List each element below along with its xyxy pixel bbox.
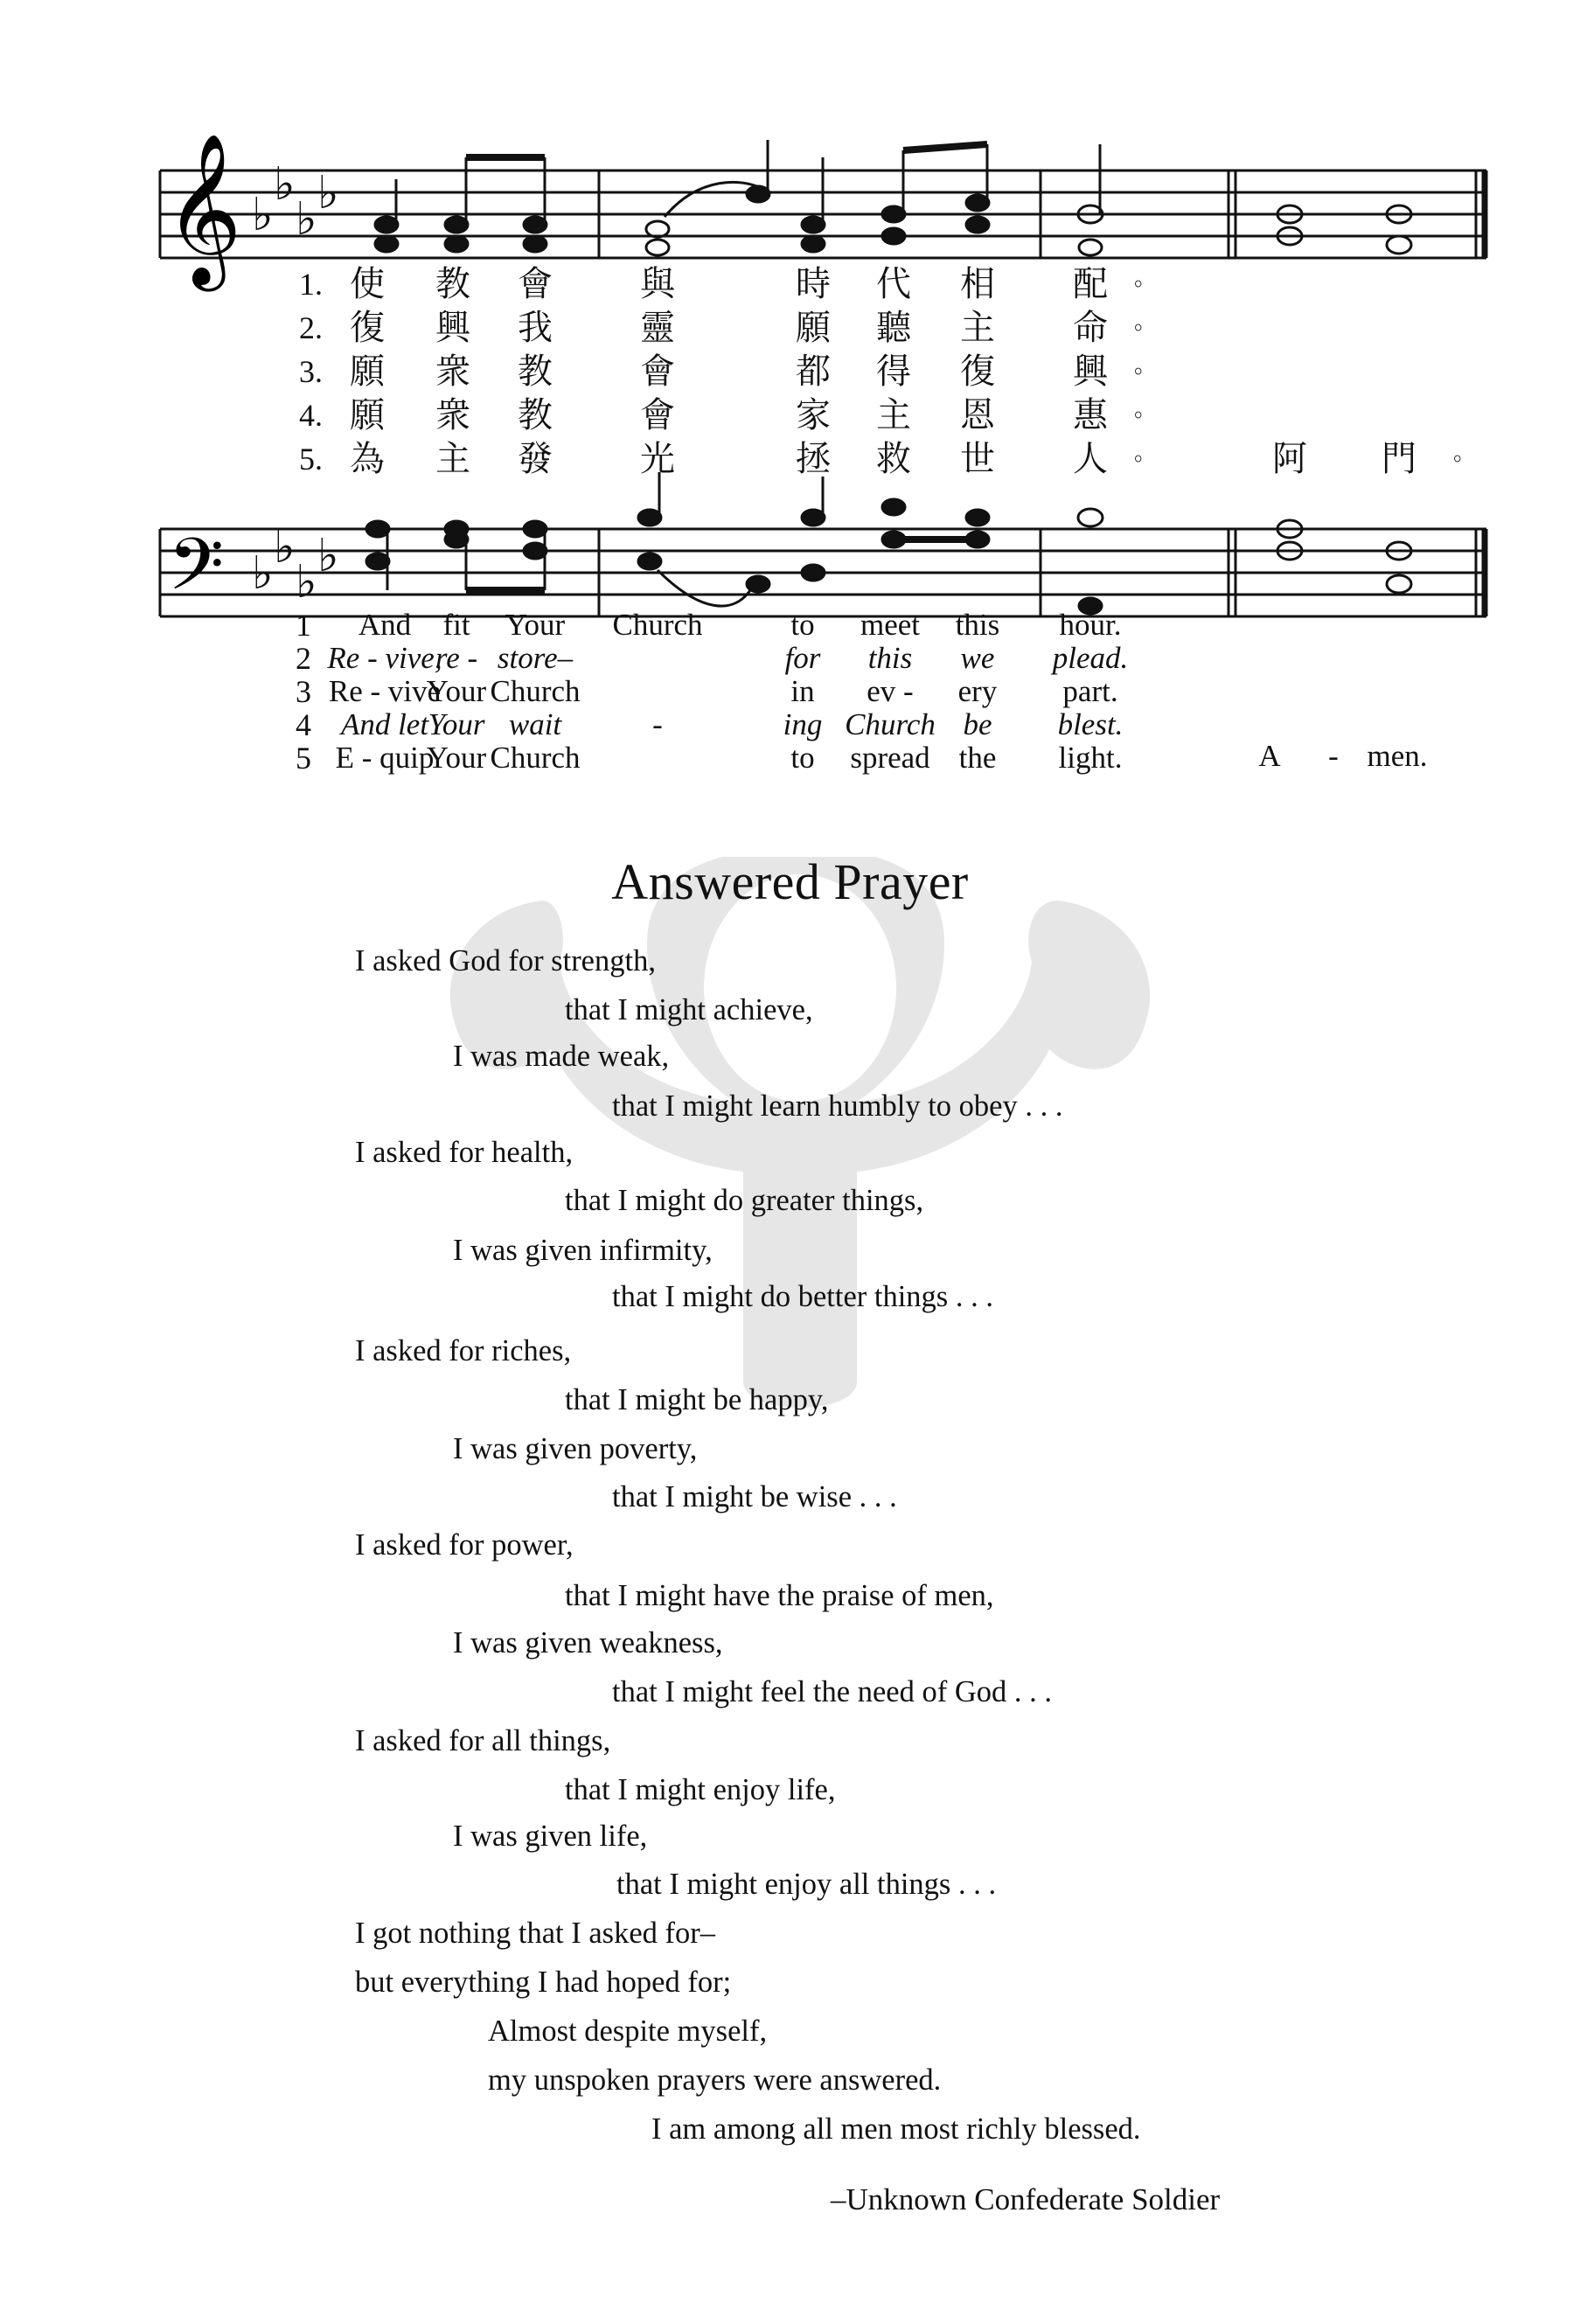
chinese-lyric-char: 會	[640, 351, 675, 392]
english-lyric-word: Church	[490, 674, 581, 708]
chinese-lyric-char: 發	[518, 439, 553, 479]
chinese-lyric-char: 惠	[1073, 395, 1108, 435]
english-lyric-word: hour.	[1059, 608, 1122, 642]
english-amen-word: A	[1258, 739, 1281, 773]
english-lyric-word: Church	[612, 608, 703, 642]
chinese-lyric-char: 代	[876, 264, 911, 304]
chinese-lyric-char: 。	[1133, 352, 1157, 379]
poem-line: I asked for riches,	[355, 1334, 572, 1367]
english-lyric-word: Your	[426, 741, 487, 775]
english-lyric-word: Re - vive	[328, 674, 442, 708]
poem-line: that I might enjoy all things . . .	[616, 1868, 997, 1901]
english-lyric-word: ery	[957, 674, 998, 708]
poem-line: that I might do greater things,	[565, 1184, 924, 1217]
poem-line: I asked God for strength,	[355, 944, 656, 978]
chinese-lyric-char: 相	[960, 264, 995, 304]
svg-text:♭: ♭	[252, 189, 274, 241]
poem-line: I am among all men most richly blessed.	[651, 2112, 1141, 2146]
english-lyric-word: we	[960, 641, 995, 675]
chinese-lyric-char: 教	[518, 351, 553, 392]
chinese-lyric-char: 衆	[435, 395, 470, 435]
english-lyric-word: spread	[850, 741, 930, 775]
english-lyric-word: plead.	[1052, 641, 1129, 675]
english-lyric-word: Re - vive,	[327, 641, 442, 675]
poem-line: that I might achieve,	[565, 993, 813, 1026]
english-lyric-word: -	[652, 707, 663, 741]
chinese-lyric-char: 為	[350, 439, 385, 479]
english-lyric-word: this	[955, 608, 1000, 642]
english-lyric-word: E - quip	[335, 741, 435, 775]
poem-title: Answered Prayer	[611, 853, 969, 910]
chinese-lyric-char: 會	[640, 395, 675, 435]
poem-line: that I might be wise . . .	[612, 1480, 897, 1513]
verse-number: 3.	[299, 354, 323, 389]
verse-number: 3	[296, 674, 311, 709]
english-lyric-word: be	[963, 707, 992, 741]
verse-number: 1.	[299, 267, 323, 302]
chinese-lyric-char: 教	[518, 395, 553, 435]
english-lyric-word: wait	[508, 707, 562, 741]
poem-line: my unspoken prayers were answered.	[488, 2063, 942, 2097]
chinese-lyric-char: 拯	[796, 439, 831, 479]
poem-line: that I might enjoy life,	[565, 1773, 836, 1806]
poem-line: I was made weak,	[453, 1040, 670, 1073]
chinese-lyric-char: 主	[435, 439, 470, 479]
poem-line: that I might learn humbly to obey . . .	[612, 1089, 1063, 1123]
english-amen-word: -	[1328, 739, 1339, 773]
chinese-lyric-char: 。	[1133, 309, 1157, 335]
verse-number: 5.	[299, 442, 323, 477]
chinese-lyric-char: 衆	[435, 351, 470, 392]
chinese-lyric-char: 會	[518, 264, 553, 304]
chinese-lyric-char: 使	[350, 264, 385, 304]
chinese-lyric-char: 人	[1073, 439, 1108, 479]
poem-line: Almost despite myself,	[488, 2014, 768, 2048]
english-lyric-word: Your	[428, 707, 485, 741]
english-lyric-word: Church	[490, 741, 581, 775]
poem-line: I got nothing that I asked for–	[355, 1917, 715, 1950]
poem-line: I was given infirmity,	[453, 1234, 713, 1267]
chinese-lyric-char: 願	[350, 351, 385, 392]
poem-line: I was given poverty,	[453, 1432, 698, 1465]
treble-notes	[375, 140, 1411, 255]
english-lyric-word: the	[958, 741, 997, 775]
svg-text:♭: ♭	[252, 547, 274, 600]
chinese-lyric-char: 救	[876, 439, 911, 479]
chinese-lyric-char: 教	[435, 264, 470, 304]
chinese-lyric-char: 時	[796, 264, 831, 304]
svg-text:♭: ♭	[296, 193, 317, 246]
english-lyric-word: part.	[1062, 674, 1118, 708]
chinese-lyric-char: 聽	[876, 308, 911, 348]
english-lyric-word: meet	[860, 608, 921, 642]
poem-line: that I might have the praise of men,	[565, 1579, 994, 1612]
english-amen-word: men.	[1367, 739, 1428, 773]
verse-number: 4.	[299, 398, 323, 433]
english-lyric-word: ev -	[867, 674, 914, 708]
treble-clef-icon: 𝄞	[164, 133, 242, 285]
english-lyric-word: Your	[505, 608, 566, 642]
chinese-lyric-char: 願	[350, 395, 385, 435]
poem-line: I was given weakness,	[453, 1626, 723, 1660]
svg-text:♭: ♭	[274, 158, 296, 211]
chinese-lyric-char: 興	[435, 308, 470, 348]
verse-number: 2.	[299, 310, 323, 345]
chinese-lyric-char: 我	[518, 308, 553, 348]
english-lyric-word: in	[790, 674, 815, 708]
svg-text:♭: ♭	[274, 521, 296, 574]
poem-line: I was given life,	[453, 1820, 648, 1853]
chinese-lyric-char: 興	[1073, 351, 1108, 392]
chinese-lyric-char: 復	[350, 308, 385, 348]
english-lyric-word: Your	[426, 674, 487, 708]
english-lyric-word: for	[784, 641, 821, 675]
chinese-amen-char: 門	[1382, 439, 1416, 479]
chinese-lyric-char: 願	[796, 308, 831, 348]
english-lyric-word: to	[790, 741, 815, 775]
chinese-lyric-char: 靈	[640, 308, 675, 348]
poem-line: that I might feel the need of God . . .	[612, 1675, 1052, 1708]
english-lyric-word: to	[790, 608, 815, 642]
svg-text:♭: ♭	[317, 530, 339, 582]
chinese-lyric-char: 命	[1073, 308, 1108, 348]
english-lyric-word: re -	[435, 641, 478, 675]
chinese-lyric-char: 。	[1133, 440, 1157, 466]
verse-number: 1	[296, 608, 311, 643]
poem-line: that I might do better things . . .	[612, 1280, 993, 1313]
chinese-amen-char: 阿	[1272, 439, 1307, 479]
bass-clef-icon: 𝄢	[168, 522, 225, 624]
chinese-amen-char: 。	[1452, 440, 1476, 466]
verse-number: 5	[296, 741, 311, 776]
poem-line: that I might be happy,	[565, 1383, 829, 1416]
chinese-lyric-char: 家	[796, 395, 831, 435]
verse-number: 2	[296, 641, 311, 676]
chinese-lyric-char: 。	[1133, 265, 1157, 291]
poem-line: I asked for health,	[355, 1136, 574, 1169]
poem-attribution: –Unknown Confederate Soldier	[831, 2182, 1221, 2216]
chinese-lyric-char: 恩	[960, 395, 995, 435]
english-lyric-word: this	[867, 641, 913, 675]
chinese-lyric-char: 與	[640, 264, 675, 304]
chinese-lyric-char: 配	[1073, 264, 1108, 304]
chinese-lyric-char: 復	[960, 351, 995, 392]
chinese-lyric-char: 得	[876, 351, 911, 392]
english-lyric-word: light.	[1058, 741, 1123, 775]
chinese-lyric-char: 光	[640, 439, 675, 479]
chinese-lyric-char: 。	[1133, 396, 1157, 422]
poem-line: I asked for all things,	[355, 1724, 611, 1757]
english-lyric-word: And let	[340, 707, 429, 741]
english-lyric-word: Church	[845, 707, 936, 741]
chinese-lyric-char: 都	[796, 351, 831, 392]
chinese-lyric-char: 主	[876, 395, 911, 435]
chinese-lyric-char: 世	[960, 439, 995, 479]
english-lyric-word: blest.	[1057, 707, 1124, 741]
bass-notes	[366, 472, 1411, 614]
poem-line: I asked for power,	[355, 1528, 574, 1562]
english-lyric-word: store–	[497, 641, 574, 675]
english-lyric-word: fit	[442, 608, 470, 642]
english-lyric-word: ing	[783, 707, 823, 741]
poem-line: but everything I had hoped for;	[355, 1966, 732, 1999]
english-lyric-word: And	[358, 608, 412, 642]
chinese-lyric-char: 主	[960, 308, 995, 348]
svg-text:♭: ♭	[317, 167, 339, 219]
svg-text:♭: ♭	[296, 556, 317, 609]
verse-number: 4	[296, 707, 311, 742]
